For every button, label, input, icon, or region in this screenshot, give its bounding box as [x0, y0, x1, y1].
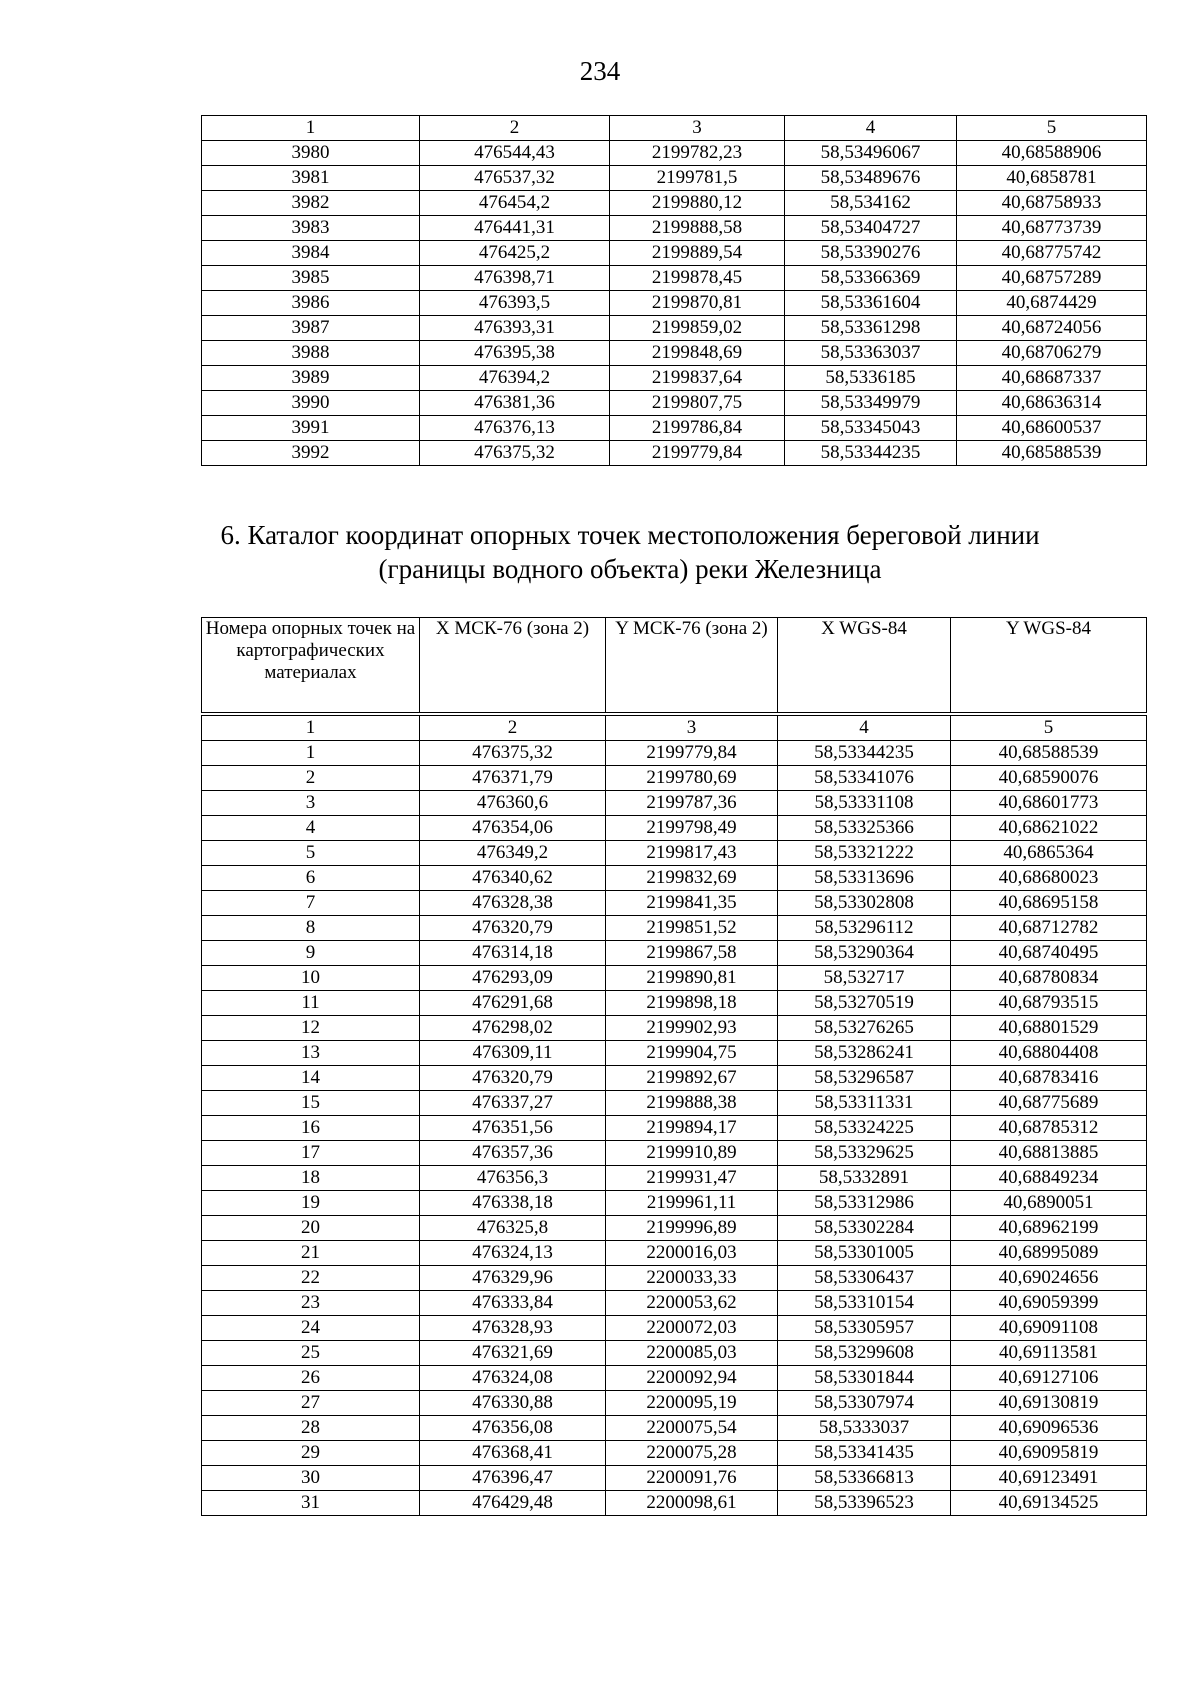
- table-cell: 30: [202, 1466, 420, 1491]
- table-cell: 2199880,12: [610, 191, 785, 216]
- table-cell: 40,68706279: [957, 341, 1147, 366]
- table-cell: 3986: [202, 291, 420, 316]
- table-row: [202, 766, 1147, 791]
- table-cell: 476325,8: [420, 1216, 606, 1241]
- table-cell: 13: [202, 1041, 420, 1066]
- table-cell: 14: [202, 1066, 420, 1091]
- table-cell: 476328,93: [420, 1316, 606, 1341]
- column-number-row: [202, 714, 1147, 741]
- table-cell: 58,53286241: [778, 1041, 951, 1066]
- table-cell: 2199892,67: [606, 1066, 778, 1091]
- table-cell: 58,53331108: [778, 791, 951, 816]
- table-cell: 3991: [202, 416, 420, 441]
- table-cell: 40,68801529: [951, 1016, 1147, 1041]
- table-cell: 40,6874429: [957, 291, 1147, 316]
- table-cell: 40,68773739: [957, 216, 1147, 241]
- table-cell: 26: [202, 1366, 420, 1391]
- table-cell: 476371,79: [420, 766, 606, 791]
- table-cell: 3990: [202, 391, 420, 416]
- column-number-cell: 5: [957, 116, 1147, 141]
- table-row: [202, 241, 1147, 266]
- column-number-cell: 1: [202, 714, 420, 741]
- column-number-cell: 2: [420, 714, 606, 741]
- table-cell: 40,69130819: [951, 1391, 1147, 1416]
- column-number-cell: 4: [778, 714, 951, 741]
- table-cell: 4: [202, 816, 420, 841]
- table-cell: 2199904,75: [606, 1041, 778, 1066]
- table-cell: 58,53301844: [778, 1366, 951, 1391]
- table-cell: 40,68758933: [957, 191, 1147, 216]
- table-row: [202, 1041, 1147, 1066]
- table-row: [202, 1366, 1147, 1391]
- table-cell: 2199782,23: [610, 141, 785, 166]
- table-cell: 476293,09: [420, 966, 606, 991]
- table-row: [202, 1391, 1147, 1416]
- table-cell: 40,68636314: [957, 391, 1147, 416]
- table-row: [202, 416, 1147, 441]
- table-cell: 20: [202, 1216, 420, 1241]
- table-row: [202, 816, 1147, 841]
- table-cell: 58,53310154: [778, 1291, 951, 1316]
- page-number: 234: [579, 56, 621, 86]
- table-cell: 476349,2: [420, 841, 606, 866]
- table-cell: 476425,2: [420, 241, 610, 266]
- table-cell: 58,53311331: [778, 1091, 951, 1116]
- table-cell: 476375,32: [420, 741, 606, 766]
- table-cell: 16: [202, 1116, 420, 1141]
- table-row: [202, 191, 1147, 216]
- header-x-wgs84: X WGS-84: [778, 618, 951, 715]
- table-cell: 21: [202, 1241, 420, 1266]
- table-cell: 58,5336185: [785, 366, 957, 391]
- table-cell: 58,53302808: [778, 891, 951, 916]
- table-cell: 58,5332891: [778, 1166, 951, 1191]
- table-cell: 476333,84: [420, 1291, 606, 1316]
- table-row: [202, 1441, 1147, 1466]
- table-cell: 476324,13: [420, 1241, 606, 1266]
- table-cell: 40,69096536: [951, 1416, 1147, 1441]
- table-cell: 40,68600537: [957, 416, 1147, 441]
- table-cell: 476396,47: [420, 1466, 606, 1491]
- table-cell: 476398,71: [420, 266, 610, 291]
- table-cell: 476357,36: [420, 1141, 606, 1166]
- table-cell: 2199890,81: [606, 966, 778, 991]
- table-row: [202, 941, 1147, 966]
- table-cell: 2199781,5: [610, 166, 785, 191]
- column-number-cell: 1: [202, 116, 420, 141]
- table-cell: 476356,08: [420, 1416, 606, 1441]
- table-cell: 23: [202, 1291, 420, 1316]
- table-cell: 2199851,52: [606, 916, 778, 941]
- table-cell: 476454,2: [420, 191, 610, 216]
- table-cell: 476394,2: [420, 366, 610, 391]
- table-cell: 476291,68: [420, 991, 606, 1016]
- table-cell: 476441,31: [420, 216, 610, 241]
- table-cell: 2199817,43: [606, 841, 778, 866]
- table-cell: 476351,56: [420, 1116, 606, 1141]
- table-cell: 2200085,03: [606, 1341, 778, 1366]
- table-cell: 2200091,76: [606, 1466, 778, 1491]
- table-row: [202, 1341, 1147, 1366]
- table-cell: 58,53321222: [778, 841, 951, 866]
- table-cell: 27: [202, 1391, 420, 1416]
- continuation-table: [201, 115, 1147, 466]
- table-cell: 58,53290364: [778, 941, 951, 966]
- table-cell: 40,69134525: [951, 1491, 1147, 1516]
- table-row: [202, 791, 1147, 816]
- table-cell: 58,53329625: [778, 1141, 951, 1166]
- table-cell: 58,53312986: [778, 1191, 951, 1216]
- table-cell: 40,68621022: [951, 816, 1147, 841]
- table-cell: 476309,11: [420, 1041, 606, 1066]
- table-cell: 58,53344235: [785, 441, 957, 466]
- table-cell: 3984: [202, 241, 420, 266]
- table-cell: 2200016,03: [606, 1241, 778, 1266]
- table-cell: 58,53496067: [785, 141, 957, 166]
- table-cell: 40,69127106: [951, 1366, 1147, 1391]
- table-cell: 2199961,11: [606, 1191, 778, 1216]
- table-cell: 40,68724056: [957, 316, 1147, 341]
- table-cell: 476368,41: [420, 1441, 606, 1466]
- table-cell: 476314,18: [420, 941, 606, 966]
- table-row: [202, 216, 1147, 241]
- table-cell: 40,6858781: [957, 166, 1147, 191]
- table-cell: 58,532717: [778, 966, 951, 991]
- table-cell: 2199902,93: [606, 1016, 778, 1041]
- table-cell: 40,68783416: [951, 1066, 1147, 1091]
- table-row: [202, 1191, 1147, 1216]
- table-cell: 58,53349979: [785, 391, 957, 416]
- table-cell: 476329,96: [420, 1266, 606, 1291]
- table-row: [202, 1491, 1147, 1516]
- table-cell: 476544,43: [420, 141, 610, 166]
- table-cell: 3985: [202, 266, 420, 291]
- table-row: [202, 1116, 1147, 1141]
- table-cell: 476320,79: [420, 916, 606, 941]
- table-cell: 3989: [202, 366, 420, 391]
- table-cell: 58,53396523: [778, 1491, 951, 1516]
- table-cell: 40,68849234: [951, 1166, 1147, 1191]
- table-cell: 2200092,94: [606, 1366, 778, 1391]
- table-row: [202, 341, 1147, 366]
- table-cell: 58,53341076: [778, 766, 951, 791]
- table-cell: 58,53489676: [785, 166, 957, 191]
- table-cell: 58,53390276: [785, 241, 957, 266]
- table-cell: 476321,69: [420, 1341, 606, 1366]
- table-cell: 29: [202, 1441, 420, 1466]
- table-cell: 2200095,19: [606, 1391, 778, 1416]
- table-cell: 476320,79: [420, 1066, 606, 1091]
- table-cell: 58,53302284: [778, 1216, 951, 1241]
- table-cell: 3: [202, 791, 420, 816]
- table-cell: 40,68804408: [951, 1041, 1147, 1066]
- table-cell: 18: [202, 1166, 420, 1191]
- table-cell: 2199787,36: [606, 791, 778, 816]
- table-cell: 58,53325366: [778, 816, 951, 841]
- table-cell: 3983: [202, 216, 420, 241]
- table-cell: 58,53361298: [785, 316, 957, 341]
- table-cell: 40,68588539: [951, 741, 1147, 766]
- table-cell: 476328,38: [420, 891, 606, 916]
- table-cell: 3981: [202, 166, 420, 191]
- table-cell: 476393,5: [420, 291, 610, 316]
- table-row: [202, 741, 1147, 766]
- table-cell: 25: [202, 1341, 420, 1366]
- table-cell: 2: [202, 766, 420, 791]
- table-cell: 2199841,35: [606, 891, 778, 916]
- table-cell: 3992: [202, 441, 420, 466]
- table-cell: 2199786,84: [610, 416, 785, 441]
- table-cell: 15: [202, 1091, 420, 1116]
- table-cell: 40,69059399: [951, 1291, 1147, 1316]
- table-cell: 6: [202, 866, 420, 891]
- table-row: [202, 1316, 1147, 1341]
- table-row: [202, 391, 1147, 416]
- table-row: [202, 1166, 1147, 1191]
- header-y-wgs84: Y WGS-84: [951, 618, 1147, 715]
- table-cell: 58,53270519: [778, 991, 951, 1016]
- table-row: [202, 166, 1147, 191]
- table-cell: 3987: [202, 316, 420, 341]
- table-cell: 58,53344235: [778, 741, 951, 766]
- table-cell: 476360,6: [420, 791, 606, 816]
- table-cell: 2199779,84: [606, 741, 778, 766]
- table-cell: 40,6890051: [951, 1191, 1147, 1216]
- section-title-line-2: (границы водного объекта) реки Железница: [378, 554, 882, 584]
- column-number-cell: 3: [610, 116, 785, 141]
- table-cell: 58,53366369: [785, 266, 957, 291]
- table-cell: 58,53361604: [785, 291, 957, 316]
- table-cell: 40,68780834: [951, 966, 1147, 991]
- table-cell: 2199867,58: [606, 941, 778, 966]
- table-cell: 476395,38: [420, 341, 610, 366]
- table-cell: 12: [202, 1016, 420, 1041]
- table-cell: 40,68775689: [951, 1091, 1147, 1116]
- table-cell: 2199859,02: [610, 316, 785, 341]
- table-cell: 40,6865364: [951, 841, 1147, 866]
- table-cell: 40,68775742: [957, 241, 1147, 266]
- table-cell: 40,68695158: [951, 891, 1147, 916]
- table-row: [202, 1091, 1147, 1116]
- table-cell: 40,69095819: [951, 1441, 1147, 1466]
- table-cell: 3982: [202, 191, 420, 216]
- table-row: [202, 441, 1147, 466]
- table-cell: 40,69113581: [951, 1341, 1147, 1366]
- table-cell: 476356,3: [420, 1166, 606, 1191]
- table-cell: 2199888,58: [610, 216, 785, 241]
- table-cell: 476337,27: [420, 1091, 606, 1116]
- table-cell: 58,53313696: [778, 866, 951, 891]
- header-row: [202, 618, 1147, 715]
- table-cell: 58,53324225: [778, 1116, 951, 1141]
- table-cell: 40,68793515: [951, 991, 1147, 1016]
- table-cell: 40,68588539: [957, 441, 1147, 466]
- table-cell: 476354,06: [420, 816, 606, 841]
- table-row: [202, 1416, 1147, 1441]
- table-cell: 2200053,62: [606, 1291, 778, 1316]
- table-cell: 2199798,49: [606, 816, 778, 841]
- table-row: [202, 991, 1147, 1016]
- column-number-cell: 5: [951, 714, 1147, 741]
- table-cell: 58,53299608: [778, 1341, 951, 1366]
- table-row: [202, 141, 1147, 166]
- table-cell: 10: [202, 966, 420, 991]
- table-cell: 58,53296587: [778, 1066, 951, 1091]
- table-cell: 11: [202, 991, 420, 1016]
- table-cell: 40,68785312: [951, 1116, 1147, 1141]
- table-row: [202, 291, 1147, 316]
- table-cell: 58,53366813: [778, 1466, 951, 1491]
- header-x-msk76: X МСК-76 (зона 2): [420, 618, 606, 715]
- table-row: [202, 1241, 1147, 1266]
- table-cell: 40,69091108: [951, 1316, 1147, 1341]
- table-cell: 8: [202, 916, 420, 941]
- table-cell: 476338,18: [420, 1191, 606, 1216]
- table-cell: 1: [202, 741, 420, 766]
- table-cell: 19: [202, 1191, 420, 1216]
- table-row: [202, 1016, 1147, 1041]
- table-cell: 2199888,38: [606, 1091, 778, 1116]
- table-cell: 3988: [202, 341, 420, 366]
- table-cell: 40,68687337: [957, 366, 1147, 391]
- column-number-cell: 3: [606, 714, 778, 741]
- table-cell: 476375,32: [420, 441, 610, 466]
- table-cell: 2200075,28: [606, 1441, 778, 1466]
- table-cell: 476330,88: [420, 1391, 606, 1416]
- table-cell: 58,53363037: [785, 341, 957, 366]
- table-row: [202, 1466, 1147, 1491]
- table-cell: 2199878,45: [610, 266, 785, 291]
- table-cell: 40,68712782: [951, 916, 1147, 941]
- table-row: [202, 1141, 1147, 1166]
- table-row: [202, 916, 1147, 941]
- table-row: [202, 866, 1147, 891]
- table-cell: 58,53296112: [778, 916, 951, 941]
- table-cell: 24: [202, 1316, 420, 1341]
- table-cell: 476324,08: [420, 1366, 606, 1391]
- table-cell: 40,68813885: [951, 1141, 1147, 1166]
- table-cell: 40,68590076: [951, 766, 1147, 791]
- table-cell: 2200075,54: [606, 1416, 778, 1441]
- table-cell: 3980: [202, 141, 420, 166]
- coordinate-catalog-table: [201, 617, 1147, 1516]
- column-number-row: [202, 116, 1147, 141]
- table-cell: 2199837,64: [610, 366, 785, 391]
- table-cell: 2200098,61: [606, 1491, 778, 1516]
- table-cell: 476429,48: [420, 1491, 606, 1516]
- table-cell: 40,68757289: [957, 266, 1147, 291]
- table-cell: 40,68588906: [957, 141, 1147, 166]
- table-row: [202, 841, 1147, 866]
- table-row: [202, 1216, 1147, 1241]
- table-cell: 2200072,03: [606, 1316, 778, 1341]
- section-title: [180, 518, 1080, 586]
- table-cell: 2199889,54: [610, 241, 785, 266]
- table-cell: 2199898,18: [606, 991, 778, 1016]
- table-cell: 2199780,69: [606, 766, 778, 791]
- table-cell: 2199832,69: [606, 866, 778, 891]
- table-cell: 58,5333037: [778, 1416, 951, 1441]
- table-cell: 58,53276265: [778, 1016, 951, 1041]
- table-row: [202, 316, 1147, 341]
- table-cell: 2200033,33: [606, 1266, 778, 1291]
- table-cell: 28: [202, 1416, 420, 1441]
- table-cell: 40,68962199: [951, 1216, 1147, 1241]
- table-row: [202, 266, 1147, 291]
- table-cell: 2199910,89: [606, 1141, 778, 1166]
- table-cell: 476376,13: [420, 416, 610, 441]
- table-cell: 476381,36: [420, 391, 610, 416]
- table-cell: 40,68680023: [951, 866, 1147, 891]
- table-cell: 58,53306437: [778, 1266, 951, 1291]
- table-cell: 40,69024656: [951, 1266, 1147, 1291]
- table-cell: 58,53307974: [778, 1391, 951, 1416]
- table-cell: 2199870,81: [610, 291, 785, 316]
- table-cell: 58,53404727: [785, 216, 957, 241]
- table-cell: 2199894,17: [606, 1116, 778, 1141]
- table-cell: 2199931,47: [606, 1166, 778, 1191]
- table-row: [202, 1291, 1147, 1316]
- table-cell: 9: [202, 941, 420, 966]
- table-cell: 31: [202, 1491, 420, 1516]
- header-y-msk76: Y МСК-76 (зона 2): [606, 618, 778, 715]
- table-row: [202, 1266, 1147, 1291]
- table-cell: 2199996,89: [606, 1216, 778, 1241]
- table-cell: 40,68995089: [951, 1241, 1147, 1266]
- table-row: [202, 966, 1147, 991]
- table-cell: 40,68740495: [951, 941, 1147, 966]
- table-cell: 5: [202, 841, 420, 866]
- table-cell: 2199807,75: [610, 391, 785, 416]
- table-row: [202, 366, 1147, 391]
- table-cell: 17: [202, 1141, 420, 1166]
- column-number-cell: 2: [420, 116, 610, 141]
- table-cell: 58,53345043: [785, 416, 957, 441]
- table-cell: 58,534162: [785, 191, 957, 216]
- table-cell: 58,53301005: [778, 1241, 951, 1266]
- table-cell: 476537,32: [420, 166, 610, 191]
- table-cell: 58,53305957: [778, 1316, 951, 1341]
- table-cell: 476340,62: [420, 866, 606, 891]
- table-cell: 476393,31: [420, 316, 610, 341]
- table-cell: 7: [202, 891, 420, 916]
- column-number-cell: 4: [785, 116, 957, 141]
- table-cell: 40,69123491: [951, 1466, 1147, 1491]
- table-cell: 58,53341435: [778, 1441, 951, 1466]
- table-row: [202, 891, 1147, 916]
- table-row: [202, 1066, 1147, 1091]
- table-cell: 22: [202, 1266, 420, 1291]
- table-cell: 40,68601773: [951, 791, 1147, 816]
- table-cell: 2199779,84: [610, 441, 785, 466]
- header-point-numbers: Номера опорных точек на картографических материалах: [202, 618, 420, 715]
- section-title-line-1: 6. Каталог координат опорных точек местоположения береговой линии: [220, 520, 1040, 550]
- table-cell: 476298,02: [420, 1016, 606, 1041]
- table-cell: 2199848,69: [610, 341, 785, 366]
